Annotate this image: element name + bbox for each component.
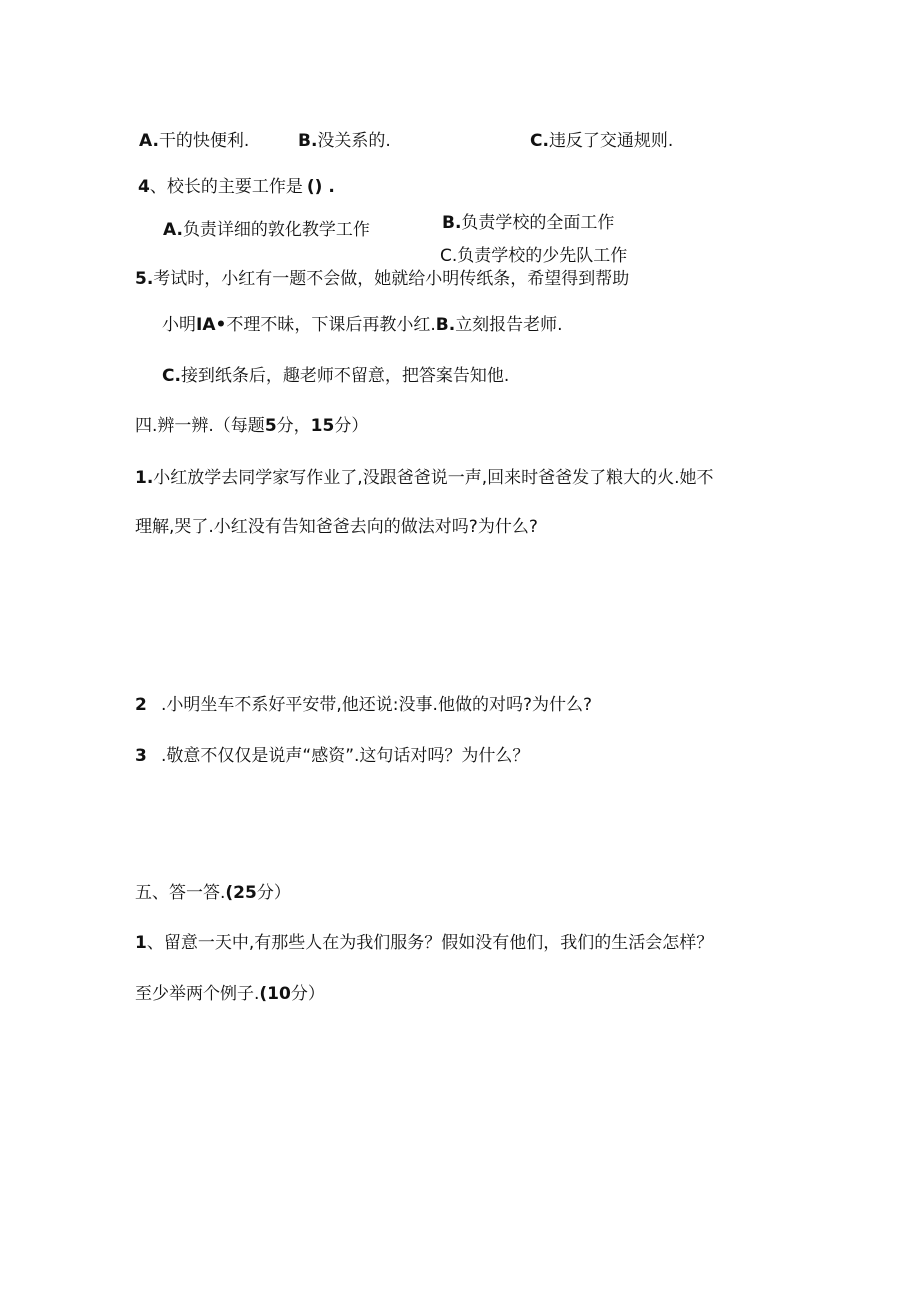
option-text: 干的快便利. [158, 131, 250, 151]
question-number: 5. [135, 269, 154, 289]
question-text: 理解,哭了.小红没有告知爸爸去向的做法对吗?为什么? [135, 517, 538, 537]
question-number: 3 [135, 746, 147, 766]
option-text: 负责详细的敦化教学工作 [182, 220, 370, 240]
question-number: 1 [135, 933, 147, 953]
question-text: .敬意不仅仅是说声“感资”.这句话对吗？为什么？ [161, 746, 530, 766]
s4-question-1-line-2 [135, 516, 538, 538]
question-text: 、留意一天中,有那些人在为我们服务？假如没有他们，我们的生活会怎样？ [146, 933, 714, 953]
section-4-title [135, 415, 368, 437]
q3-option-b [298, 130, 391, 152]
s5-question-1-line-2 [135, 983, 325, 1005]
option-letter: B. [435, 315, 456, 335]
question-text: .小明坐车不系好平安带,他还说:没事.他做的对吗?为什么? [161, 695, 592, 715]
option-text: 立刻报告老师. [455, 315, 563, 335]
q4-option-b [442, 212, 614, 234]
q5-option-c [162, 365, 509, 387]
q3-option-c [530, 130, 673, 152]
answer-blank: () [306, 177, 323, 197]
option-text: C.负责学校的少先队工作 [440, 246, 628, 266]
s5-question-1-line-1 [135, 932, 713, 954]
option-text: 不理不昧，下课后再教小红. [226, 315, 436, 335]
question-text: 考试时，小红有一题不会做，她就给小明传纸条，希望得到帮助 [153, 269, 630, 289]
score: (25 [225, 883, 257, 903]
s4-question-3 [135, 745, 529, 767]
question-number: 2 [135, 695, 147, 715]
s4-question-2 [135, 694, 592, 716]
option-text: 小明 [162, 315, 196, 335]
question-4 [138, 176, 335, 198]
section-title-text: 分） [256, 883, 291, 903]
q3-option-a [139, 130, 249, 152]
question-end: . [328, 177, 335, 197]
score: 5 [264, 416, 277, 436]
q5-option-line [162, 314, 563, 336]
section-title-text: 四.辨一辨.（每题 [135, 416, 265, 436]
option-letter: C. [530, 131, 549, 151]
option-letter: C. [162, 366, 181, 386]
q4-option-c-clipped [440, 246, 680, 266]
option-letter: IA• [196, 315, 227, 335]
option-text: 没关系的. [317, 131, 391, 151]
option-text: 接到纸条后，趣老师不留意，把答案告知他. [180, 366, 510, 386]
question-text: 至少举两个例子. [135, 984, 260, 1004]
option-text: 违反了交通规则. [548, 131, 674, 151]
question-text: 、校长的主要工作是 [149, 177, 303, 197]
section-title-text: 分， [276, 416, 311, 436]
score: (10 [259, 984, 291, 1004]
question-5 [135, 268, 629, 290]
option-text: 负责学校的全面工作 [461, 213, 615, 233]
section-5-title [135, 882, 291, 904]
question-text: 小红放学去同学家写作业了,没跟爸爸说一声,回来时爸爸发了粮大的火.她不 [153, 468, 714, 488]
option-letter: A. [163, 220, 183, 240]
score: 15 [310, 416, 335, 436]
section-title-text: 五、答一答. [135, 883, 226, 903]
q4-option-a [163, 219, 370, 241]
option-letter: B. [442, 213, 462, 233]
option-letter: B. [298, 131, 318, 151]
option-letter: A. [139, 131, 159, 151]
s4-question-1-line-1 [135, 467, 714, 489]
question-number: 4 [138, 177, 150, 197]
question-text: 分） [290, 984, 325, 1004]
question-number: 1. [135, 468, 154, 488]
section-title-text: 分） [334, 416, 369, 436]
